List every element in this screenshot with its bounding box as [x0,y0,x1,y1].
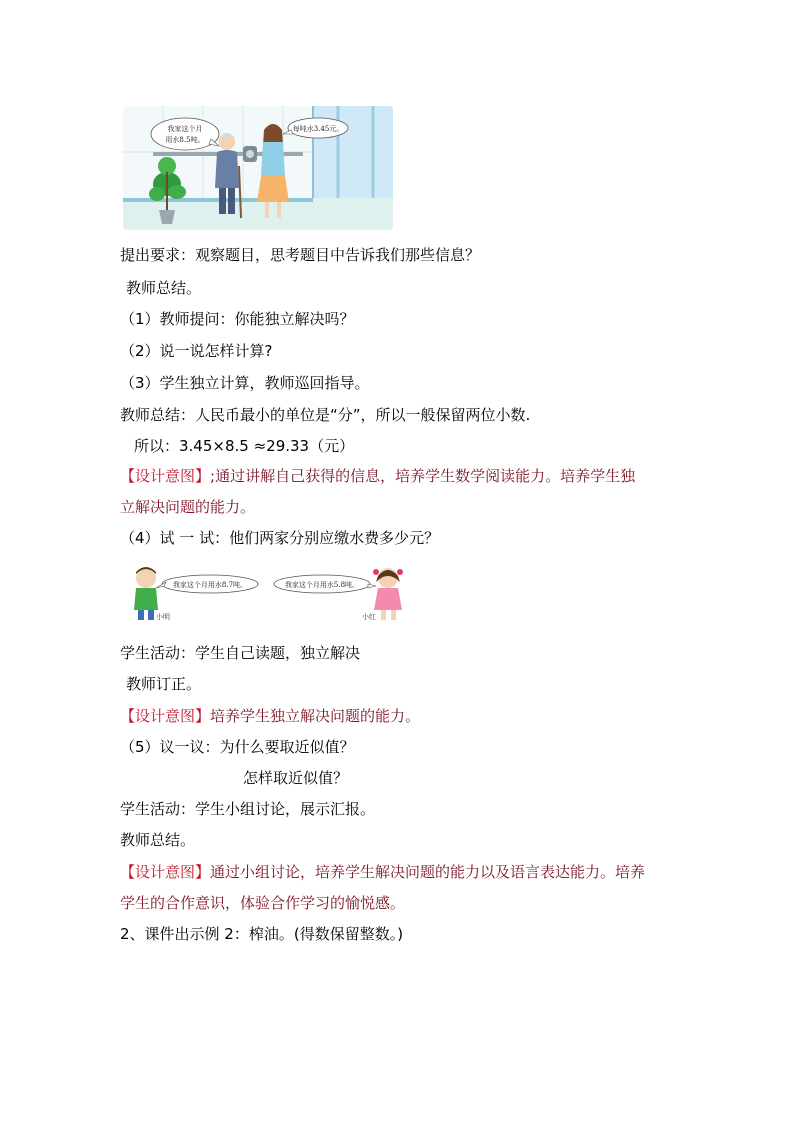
text-line-teacher-summary-2: 教师总结。 [120,831,196,849]
bubble-left-line2: 用水8.5吨。 [165,136,205,144]
text-line-step2: （2）说一说怎样计算? [120,342,273,360]
label-xiaoming: 小明 [156,613,170,621]
design-intent-3 [120,861,645,883]
bubble-xiaohong: 我家这个月用水5.8吨。 [284,581,360,589]
text-line-student-activity-2: 学生活动：学生小组讨论，展示汇报。 [120,800,376,818]
text-line-teacher-summary: 教师总结。 [126,279,202,297]
water-meter-scene [123,106,393,230]
design-intent-1 [120,465,635,487]
text-line-step5: （5）议一议：为什么要取近似值？ [120,738,355,756]
text-line-teacher-conclusion: 教师总结：人民币最小的单位是“分”，所以一般保留两位小数. [120,406,531,424]
text-line-step4: （4）试 一 试：他们两家分别应缴水费多少元？ [120,529,440,547]
design-intent-tag: 【设计意图】 [120,863,211,881]
bubble-left-line1: 我家这个月 [167,125,203,133]
design-intent-tag: 【设计意图】 [120,707,211,725]
design-intent-text: 通过小组讨论，培养学生解决问题的能力以及语言表达能力。培养 [210,863,646,881]
bubble-right: 每吨水3.45元。 [292,125,344,133]
bubble-xiaoming: 我家这个月用水8.7吨。 [172,581,248,589]
kids-scene [126,562,416,622]
design-intent-3-cont: 学生的合作意识，体验合作学习的愉悦感。 [120,894,406,912]
design-intent-text: ;通过讲解自己获得的信息，培养学生数学阅读能力。培养学生独 [210,467,636,485]
design-intent-1-cont: 立解决问题的能力。 [120,498,256,516]
design-intent-tag: 【设计意图】 [120,467,211,485]
water-meter-illustration [123,106,393,230]
text-line-student-activity-1: 学生活动：学生自己读题，独立解决 [120,644,361,662]
label-xiaohong: 小红 [362,613,376,621]
text-line-step3: （3）学生独立计算，教师巡回指导。 [120,374,370,392]
design-intent-text: 培养学生独立解决问题的能力。 [210,707,421,725]
design-intent-2 [120,705,420,727]
text-line-calculation: 所以：3.45×8.5 ≈29.33（元） [134,437,355,455]
text-line-step5-cont: 怎样取近似值？ [243,769,349,787]
text-line-teacher-correct: 教师订正。 [126,675,202,693]
text-line-step1: （1）教师提问：你能独立解决吗？ [120,310,355,328]
text-line-example2: 2、课件出示例 2：榨油。(得数保留整数。) [120,925,404,943]
text-line-requirement: 提出要求：观察题目，思考题目中告诉我们那些信息？ [120,246,481,264]
kids-illustration [126,562,416,622]
